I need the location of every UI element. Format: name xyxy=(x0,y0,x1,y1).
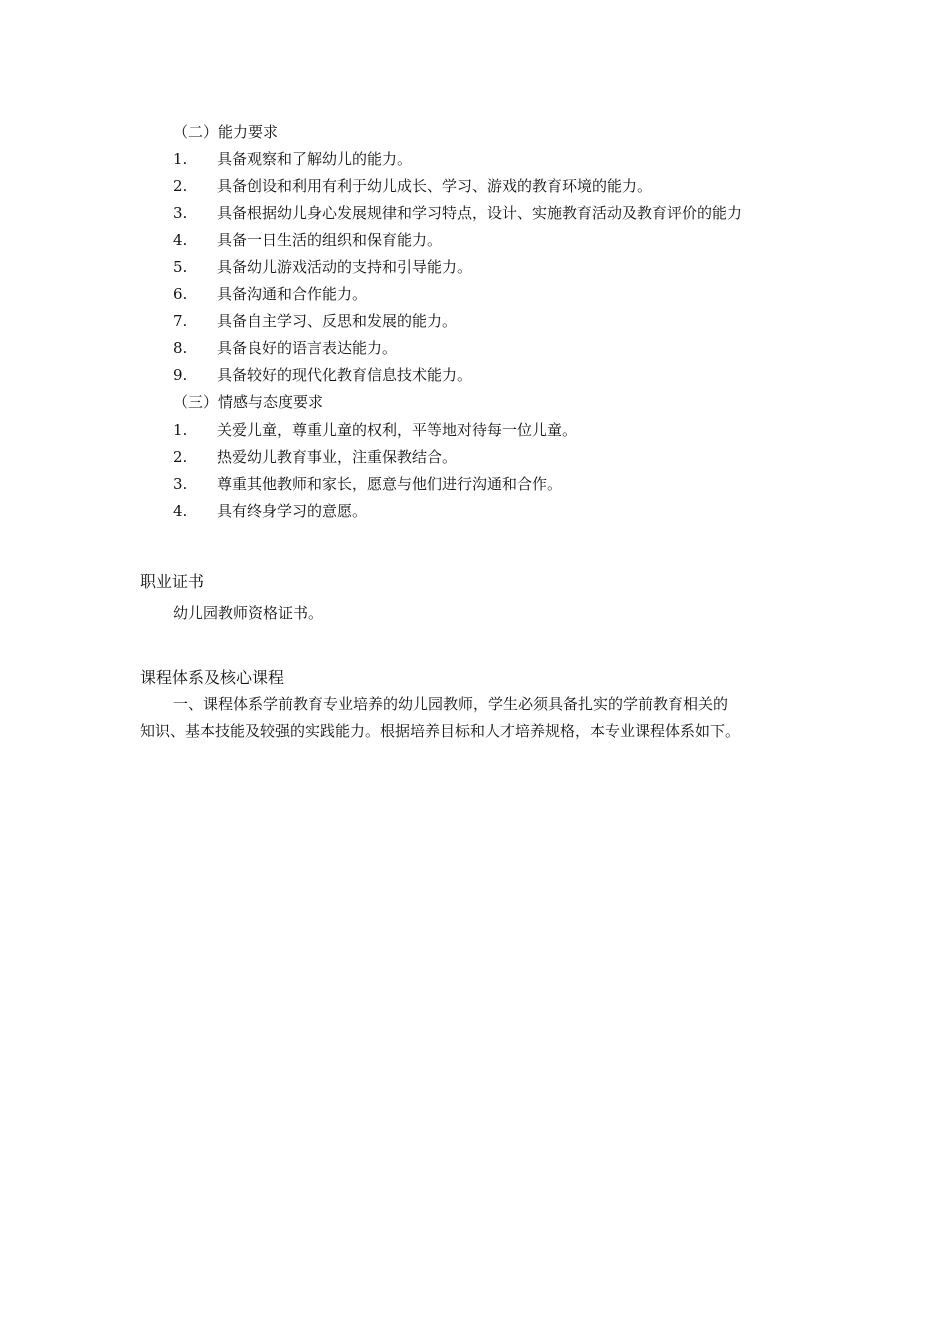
curriculum-paragraph-line-2: 知识、基本技能及较强的实践能力。根据培养目标和人才培养规格，本专业课程体系如下。 xyxy=(140,722,741,740)
list-number: 5. xyxy=(173,258,188,276)
list-number: 6. xyxy=(173,285,188,303)
list-text: 热爱幼儿教育事业，注重保教结合。 xyxy=(217,448,458,466)
list-number: 9. xyxy=(173,366,188,384)
list-number: 3. xyxy=(173,475,188,493)
list-number: 1. xyxy=(173,421,188,439)
ability-item-6 xyxy=(173,284,367,304)
list-text: 具备较好的现代化教育信息技术能力。 xyxy=(217,366,473,384)
ability-item-3 xyxy=(173,203,742,223)
list-text: 具备幼儿游戏活动的支持和引导能力。 xyxy=(217,258,473,276)
list-number: 1. xyxy=(173,150,188,168)
list-text: 具备自主学习、反思和发展的能力。 xyxy=(217,312,458,330)
attitude-item-1 xyxy=(173,420,577,440)
ability-item-5 xyxy=(173,257,472,277)
list-number: 2. xyxy=(173,177,188,195)
ability-item-2 xyxy=(173,176,652,196)
list-text: 具备观察和了解幼儿的能力。 xyxy=(217,150,413,168)
list-number: 3. xyxy=(173,204,188,222)
ability-item-8 xyxy=(173,338,397,358)
list-text: 具有终身学习的意愿。 xyxy=(217,502,368,520)
ability-item-1 xyxy=(173,149,412,169)
list-text: 具备根据幼儿身心发展规律和学习特点，设计、实施教育活动及教育评价的能力 xyxy=(217,204,743,222)
list-text: 具备沟通和合作能力。 xyxy=(217,285,368,303)
curriculum-paragraph-line-1: 一、课程体系学前教育专业培养的幼儿园教师，学生必须具备扎实的学前教育相关的 xyxy=(173,695,729,713)
list-text: 关爱儿童，尊重儿童的权利，平等地对待每一位儿童。 xyxy=(217,421,578,439)
ability-item-7 xyxy=(173,311,457,331)
list-text: 尊重其他教师和家长，愿意与他们进行沟通和合作。 xyxy=(217,475,563,493)
list-number: 4. xyxy=(173,502,188,520)
curriculum-title: 课程体系及核心课程 xyxy=(140,668,285,687)
list-text: 具备良好的语言表达能力。 xyxy=(217,339,398,357)
list-number: 7. xyxy=(173,312,188,330)
certificate-title: 职业证书 xyxy=(140,572,205,591)
list-text: 具备创设和利用有利于幼儿成长、学习、游戏的教育环境的能力。 xyxy=(217,177,653,195)
attitude-item-4 xyxy=(173,501,367,521)
attitude-item-3 xyxy=(173,474,562,494)
certificate-text: 幼儿园教师资格证书。 xyxy=(173,604,324,622)
list-text: 具备一日生活的组织和保育能力。 xyxy=(217,231,443,249)
attitude-heading: （三）情感与态度要求 xyxy=(173,393,324,411)
list-number: 2. xyxy=(173,448,188,466)
list-number: 4. xyxy=(173,231,188,249)
ability-item-9 xyxy=(173,365,472,385)
attitude-item-2 xyxy=(173,447,457,467)
ability-item-4 xyxy=(173,230,442,250)
ability-heading: （二）能力要求 xyxy=(173,123,279,141)
list-number: 8. xyxy=(173,339,188,357)
